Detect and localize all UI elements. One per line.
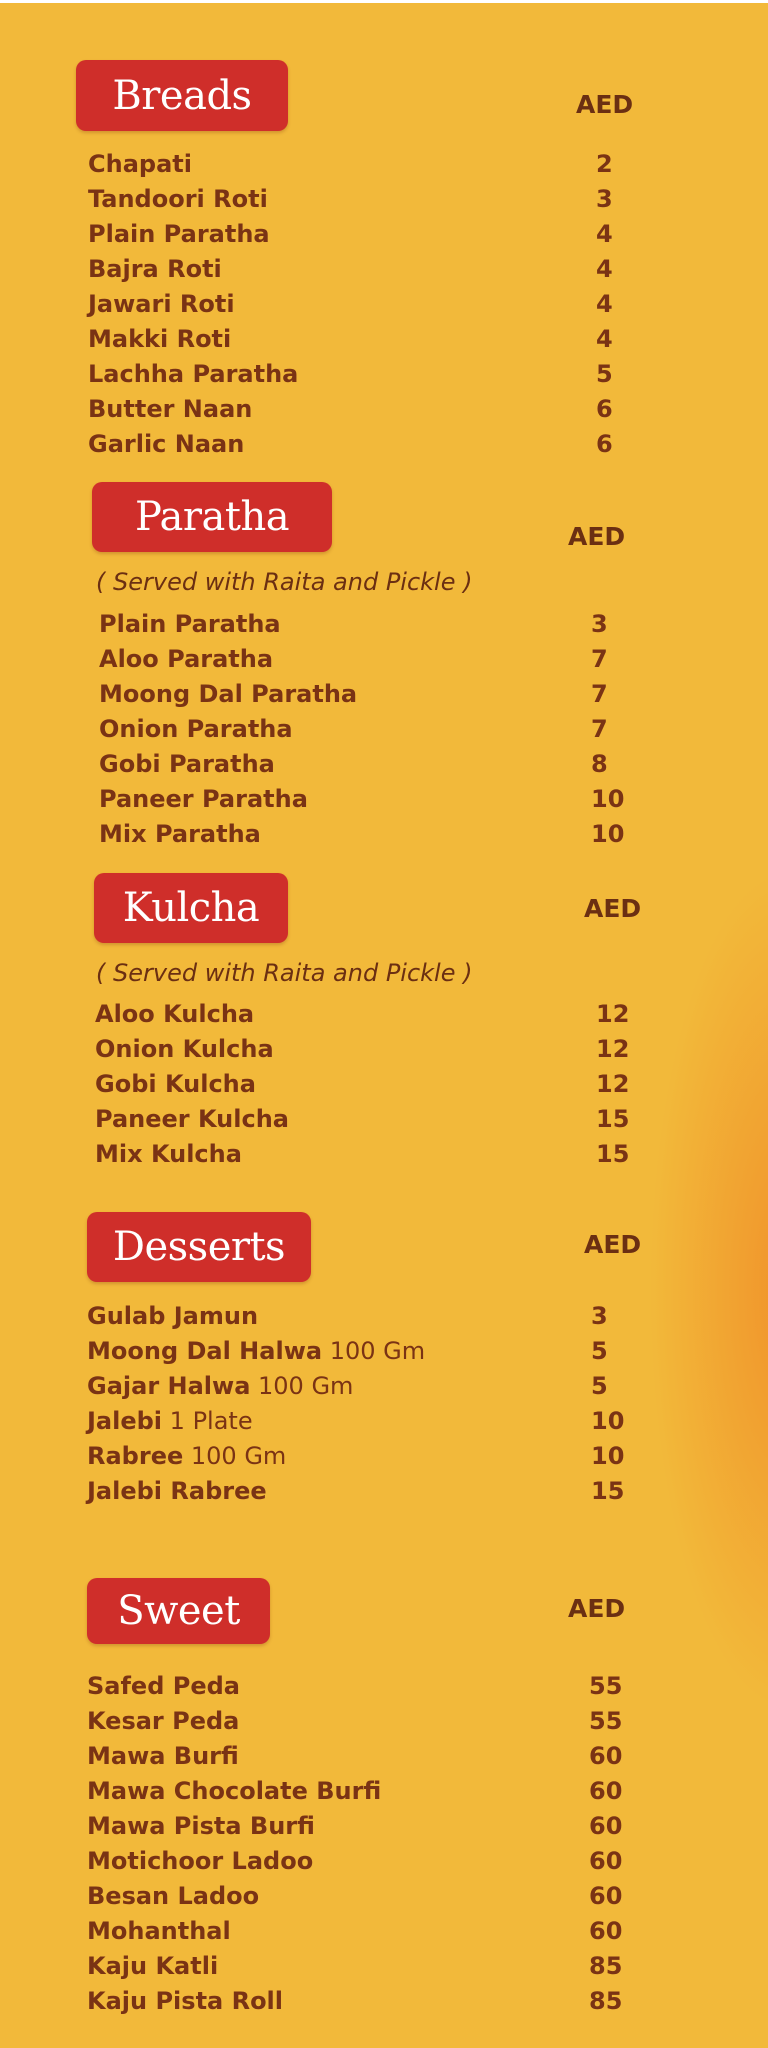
menu-item-price: 10	[591, 1407, 625, 1435]
menu-item-price: 6	[596, 395, 613, 423]
section-title: Paratha	[134, 494, 290, 540]
menu-item-name: Moong Dal Halwa	[87, 1337, 323, 1365]
menu-item-row	[99, 820, 639, 855]
currency-label: AED	[568, 522, 626, 551]
menu-item-price: 3	[591, 1302, 608, 1330]
menu-item-name: Bajra Roti	[88, 255, 222, 283]
section-title-badge-sweet	[87, 1578, 270, 1644]
menu-item-row	[87, 1372, 627, 1407]
menu-item-price: 12	[596, 1035, 630, 1063]
menu-item-price: 60	[589, 1882, 623, 1910]
menu-item-row	[88, 255, 648, 290]
menu-item-price: 3	[591, 610, 608, 638]
menu-item-name: Mix Kulcha	[95, 1140, 242, 1168]
menu-item-label	[87, 1407, 253, 1435]
currency-label: AED	[584, 894, 642, 923]
section-title: Sweet	[117, 1588, 240, 1634]
menu-item-price: 4	[596, 325, 613, 353]
menu-item-price: 10	[591, 785, 625, 813]
menu-item-row	[88, 185, 648, 220]
menu-item-name: Paneer Kulcha	[95, 1105, 289, 1133]
menu-item-price: 12	[596, 1070, 630, 1098]
menu-item-row	[88, 290, 648, 325]
menu-item-price: 55	[589, 1707, 623, 1735]
menu-item-name: Plain Paratha	[99, 610, 281, 638]
menu-item-name: Gulab Jamun	[87, 1302, 259, 1330]
menu-item-label	[87, 1337, 425, 1365]
menu-item-price: 2	[596, 150, 613, 178]
section-title: Breads	[112, 72, 252, 119]
menu-item-row	[87, 1442, 627, 1477]
menu-item-price: 15	[596, 1140, 630, 1168]
menu-item-row	[88, 395, 648, 430]
serving-note: ( Served with Raita and Pickle )	[96, 959, 473, 987]
menu-item-name: Jalebi	[87, 1407, 163, 1435]
menu-item-name: Tandoori Roti	[88, 185, 268, 213]
menu-item-price: 7	[591, 715, 608, 743]
menu-item-name: Jalebi Rabree	[87, 1477, 267, 1505]
menu-item-price: 4	[596, 290, 613, 318]
section-title-badge-paratha	[92, 482, 332, 552]
menu-item-name: Gajar Halwa	[87, 1372, 251, 1400]
section-title-badge-breads	[76, 60, 288, 131]
menu-item-price: 4	[596, 255, 613, 283]
menu-item-row	[88, 220, 648, 255]
menu-item-row	[87, 1777, 627, 1812]
menu-item-price: 60	[589, 1847, 623, 1875]
menu-item-row	[95, 1105, 640, 1140]
menu-item-price: 5	[591, 1372, 608, 1400]
menu-item-row	[88, 150, 648, 185]
menu-item-name: Lachha Paratha	[88, 360, 299, 388]
menu-item-row	[99, 750, 639, 785]
menu-item-price: 60	[589, 1777, 623, 1805]
menu-item-row	[95, 1140, 640, 1175]
menu-item-name: Onion Paratha	[99, 715, 293, 743]
menu-item-price: 6	[596, 430, 613, 458]
section-title: Desserts	[112, 1224, 286, 1270]
menu-item-row	[87, 1882, 627, 1917]
menu-item-row	[88, 325, 648, 360]
menu-item-price: 12	[596, 1000, 630, 1028]
menu-item-row	[87, 1477, 627, 1512]
menu-item-row	[87, 1742, 627, 1777]
section-title: Kulcha	[122, 885, 260, 931]
menu-item-row	[87, 1952, 627, 1987]
menu-item-name: Moong Dal Paratha	[99, 680, 358, 708]
menu-item-name: Kaju Katli	[87, 1952, 219, 1980]
menu-item-price: 3	[596, 185, 613, 213]
menu-item-row	[87, 1847, 627, 1882]
menu-item-name: Garlic Naan	[88, 430, 245, 458]
menu-item-label	[87, 1442, 286, 1470]
menu-item-name: Makki Roti	[88, 325, 232, 353]
menu-item-row	[99, 610, 639, 645]
menu-item-name: Kesar Peda	[87, 1707, 240, 1735]
menu-item-price: 85	[589, 1952, 623, 1980]
currency-label: AED	[576, 90, 634, 119]
menu-item-name: Onion Kulcha	[95, 1035, 274, 1063]
menu-item-name: Mohanthal	[87, 1917, 231, 1945]
menu-item-name: Mix Paratha	[99, 820, 261, 848]
menu-item-name: Mawa Burfi	[87, 1742, 239, 1770]
menu-item-price: 60	[589, 1917, 623, 1945]
menu-item-name: Aloo Kulcha	[95, 1000, 255, 1028]
menu-item-name: Rabree	[87, 1442, 184, 1470]
currency-label: AED	[568, 1594, 626, 1623]
menu-item-price: 10	[591, 1442, 625, 1470]
menu-item-price: 15	[596, 1105, 630, 1133]
menu-item-row	[87, 1707, 627, 1742]
menu-item-name: Kaju Pista Roll	[87, 1987, 284, 2015]
menu-item-price: 60	[589, 1812, 623, 1840]
serving-note: ( Served with Raita and Pickle )	[96, 568, 473, 596]
menu-item-name: Paneer Paratha	[99, 785, 308, 813]
section-title-badge-kulcha	[94, 873, 288, 943]
menu-item-name: Motichoor Ladoo	[87, 1847, 314, 1875]
menu-item-row	[87, 1337, 627, 1372]
menu-item-name: Safed Peda	[87, 1672, 240, 1700]
menu-item-name: Gobi Paratha	[99, 750, 275, 778]
menu-item-row	[88, 360, 648, 395]
menu-item-row	[87, 1407, 627, 1442]
menu-item-price: 60	[589, 1742, 623, 1770]
menu-item-row	[87, 1672, 627, 1707]
menu-item-name: Jawari Roti	[88, 290, 235, 318]
menu-item-name: Mawa Pista Burfi	[87, 1812, 315, 1840]
menu-item-name: Besan Ladoo	[87, 1882, 260, 1910]
menu-item-row	[87, 1917, 627, 1952]
menu-item-price: 7	[591, 645, 608, 673]
menu-item-row	[95, 1070, 640, 1105]
menu-item-quantity: 100 Gm	[250, 1372, 354, 1400]
menu-item-row	[99, 785, 639, 820]
menu-item-quantity: 100 Gm	[183, 1442, 287, 1470]
menu-item-price: 15	[591, 1477, 625, 1505]
menu-item-price: 8	[591, 750, 608, 778]
menu-item-row	[95, 1000, 640, 1035]
menu-item-price: 55	[589, 1672, 623, 1700]
menu-item-name: Plain Paratha	[88, 220, 270, 248]
menu-item-row	[87, 1812, 627, 1847]
menu-item-row	[99, 645, 639, 680]
menu-item-name: Aloo Paratha	[99, 645, 274, 673]
menu-item-price: 10	[591, 820, 625, 848]
top-border	[0, 0, 768, 3]
menu-item-row	[99, 680, 639, 715]
menu-item-row	[95, 1035, 640, 1070]
menu-item-price: 4	[596, 220, 613, 248]
menu-item-row	[87, 1302, 627, 1337]
menu-item-row	[99, 715, 639, 750]
menu-item-price: 5	[596, 360, 613, 388]
menu-item-name: Gobi Kulcha	[95, 1070, 256, 1098]
section-title-badge-desserts	[87, 1212, 311, 1282]
menu-item-name: Mawa Chocolate Burfi	[87, 1777, 382, 1805]
menu-item-quantity: 1 Plate	[162, 1407, 253, 1435]
currency-label: AED	[584, 1230, 642, 1259]
menu-item-name: Chapati	[88, 150, 192, 178]
menu-item-price: 85	[589, 1987, 623, 2015]
menu-item-quantity: 100 Gm	[322, 1337, 426, 1365]
menu-item-price: 5	[591, 1337, 608, 1365]
menu-item-label	[87, 1372, 353, 1400]
menu-item-name: Butter Naan	[88, 395, 253, 423]
menu-item-row	[87, 1987, 627, 2022]
menu-item-price: 7	[591, 680, 608, 708]
menu-item-row	[88, 430, 648, 465]
